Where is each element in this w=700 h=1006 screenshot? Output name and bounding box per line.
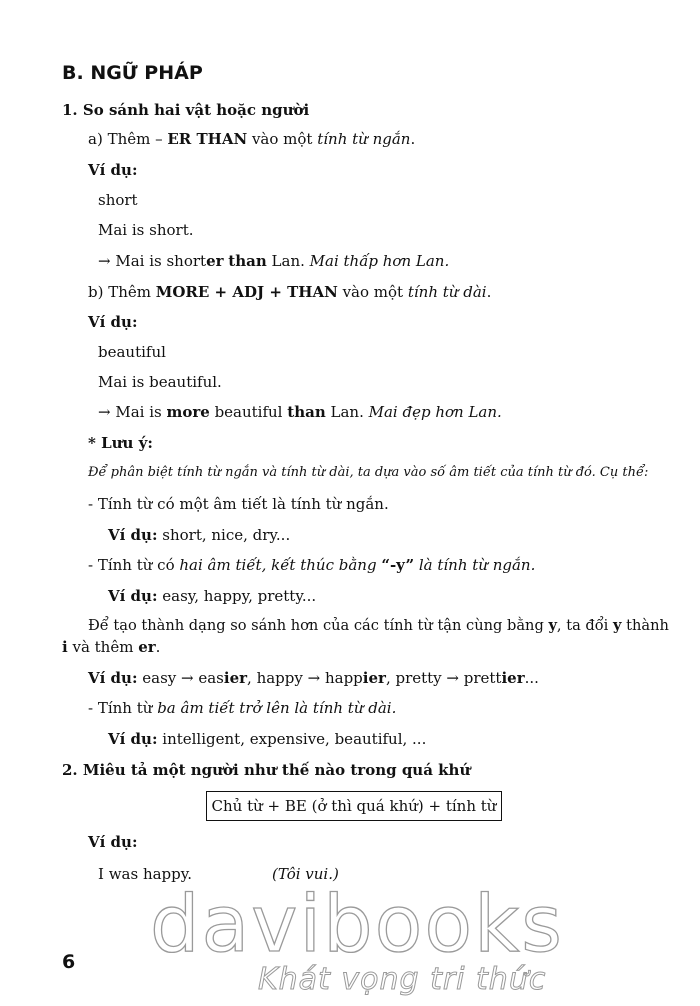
note-label: * Lưu ý:: [88, 434, 153, 452]
text-bold: than: [287, 403, 326, 421]
note-text: Để phân biệt tính từ ngắn và tính từ dài, ta dựa vào số âm tiết của tính từ đó. Cụ thể:: [88, 465, 649, 480]
text-bold: ER THAN: [167, 130, 248, 148]
text-bold: i: [62, 638, 68, 656]
example-label: Ví dụ:: [108, 526, 158, 544]
text-italic: tính từ dài: [407, 283, 487, 301]
heading-past-description: 2. Miêu tả một người như thế nào trong quá khứ: [62, 761, 471, 779]
text: .: [155, 638, 161, 656]
example-label: Ví dụ:: [88, 161, 138, 179]
heading-comparison: 1. So sánh hai vật hoặc người: [62, 101, 310, 119]
section-title: B. NGỮ PHÁP: [62, 62, 203, 84]
example-result: [98, 251, 449, 271]
text: vào một: [337, 283, 408, 301]
text-bold: er: [138, 638, 156, 656]
text: → Mai is: [98, 403, 167, 421]
text: , happy → happ: [247, 669, 363, 687]
text: short, nice, dry...: [157, 526, 291, 544]
text: easy, happy, pretty...: [157, 587, 317, 605]
text-italic: tính từ ngắn: [317, 130, 411, 148]
text-bold: than: [228, 252, 267, 270]
text: thành: [621, 617, 669, 634]
text-italic: là tính từ ngắn.: [414, 556, 536, 574]
rule-three-example: [108, 729, 426, 749]
text: , ta đổi: [556, 617, 613, 634]
text-bold: ier: [501, 669, 525, 687]
text: intelligent, expensive, beautiful, ...: [157, 730, 427, 748]
example-sentence: I was happy.: [98, 865, 192, 883]
rule-two-syllable: [88, 555, 535, 575]
text-italic: hai âm tiết, kết thúc bằng: [179, 556, 382, 574]
example-line: Mai is beautiful.: [98, 373, 222, 391]
paragraph-line-1: [88, 616, 669, 636]
text: vào một: [247, 130, 318, 148]
rule-two-example: [108, 586, 316, 606]
text: → Mai is short: [98, 252, 207, 270]
text: ...: [524, 669, 539, 687]
text: .: [410, 130, 416, 148]
example-line: short: [98, 191, 138, 209]
text-bold: ier: [362, 669, 386, 687]
formula-text: Chủ từ + BE (ở thì quá khứ) + tính từ: [211, 797, 497, 815]
formula-box: [206, 791, 502, 821]
text-bold: “-y”: [381, 556, 415, 574]
y-rule-example: [88, 668, 539, 688]
paragraph-line-2: [62, 637, 160, 657]
text: và thêm: [67, 638, 139, 656]
text-bold: y: [548, 617, 557, 634]
text: , pretty → prett: [385, 669, 502, 687]
rule-three-syllable: [88, 698, 396, 718]
example-translation: (Tôi vui.): [272, 865, 339, 883]
example-label: Ví dụ:: [108, 730, 158, 748]
text: Lan.: [325, 403, 369, 421]
text-italic: Mai đẹp hơn Lan.: [368, 403, 502, 421]
text-italic: Mai thấp hơn Lan.: [309, 252, 450, 270]
text: Để tạo thành dạng so sánh hơn của các tính từ tận cùng bằng: [88, 617, 549, 634]
rule-a: [88, 129, 415, 149]
text: .: [486, 283, 492, 301]
text-bold: more: [166, 403, 210, 421]
rule-one-example: [108, 525, 290, 545]
example-label: Ví dụ:: [88, 669, 138, 687]
example-line: beautiful: [98, 343, 166, 361]
text: - Tính từ: [88, 699, 158, 717]
text: beautiful: [209, 403, 288, 421]
example-label: Ví dụ:: [88, 833, 138, 851]
example-result: [98, 402, 502, 422]
rule-one-syllable: - Tính từ có một âm tiết là tính từ ngắn.: [88, 495, 389, 513]
example-label: Ví dụ:: [108, 587, 158, 605]
text: easy → eas: [137, 669, 224, 687]
text: a) Thêm –: [88, 130, 168, 148]
watermark-brand: davibooks: [150, 880, 564, 970]
watermark-slogan: Khát vọng tri thức: [258, 962, 547, 997]
example-label: Ví dụ:: [88, 313, 138, 331]
text-bold: er: [206, 252, 224, 270]
example-line: Mai is short.: [98, 221, 194, 239]
text: Lan.: [266, 252, 310, 270]
text-bold: ier: [223, 669, 248, 687]
rule-b: [88, 282, 491, 302]
text: - Tính từ có: [88, 556, 180, 574]
text-bold: y: [612, 617, 622, 634]
text-italic: ba âm tiết trở lên là tính từ dài.: [157, 699, 397, 717]
text: b) Thêm: [88, 283, 156, 301]
text-bold: MORE + ADJ + THAN: [155, 283, 338, 301]
page-number: 6: [62, 951, 76, 973]
